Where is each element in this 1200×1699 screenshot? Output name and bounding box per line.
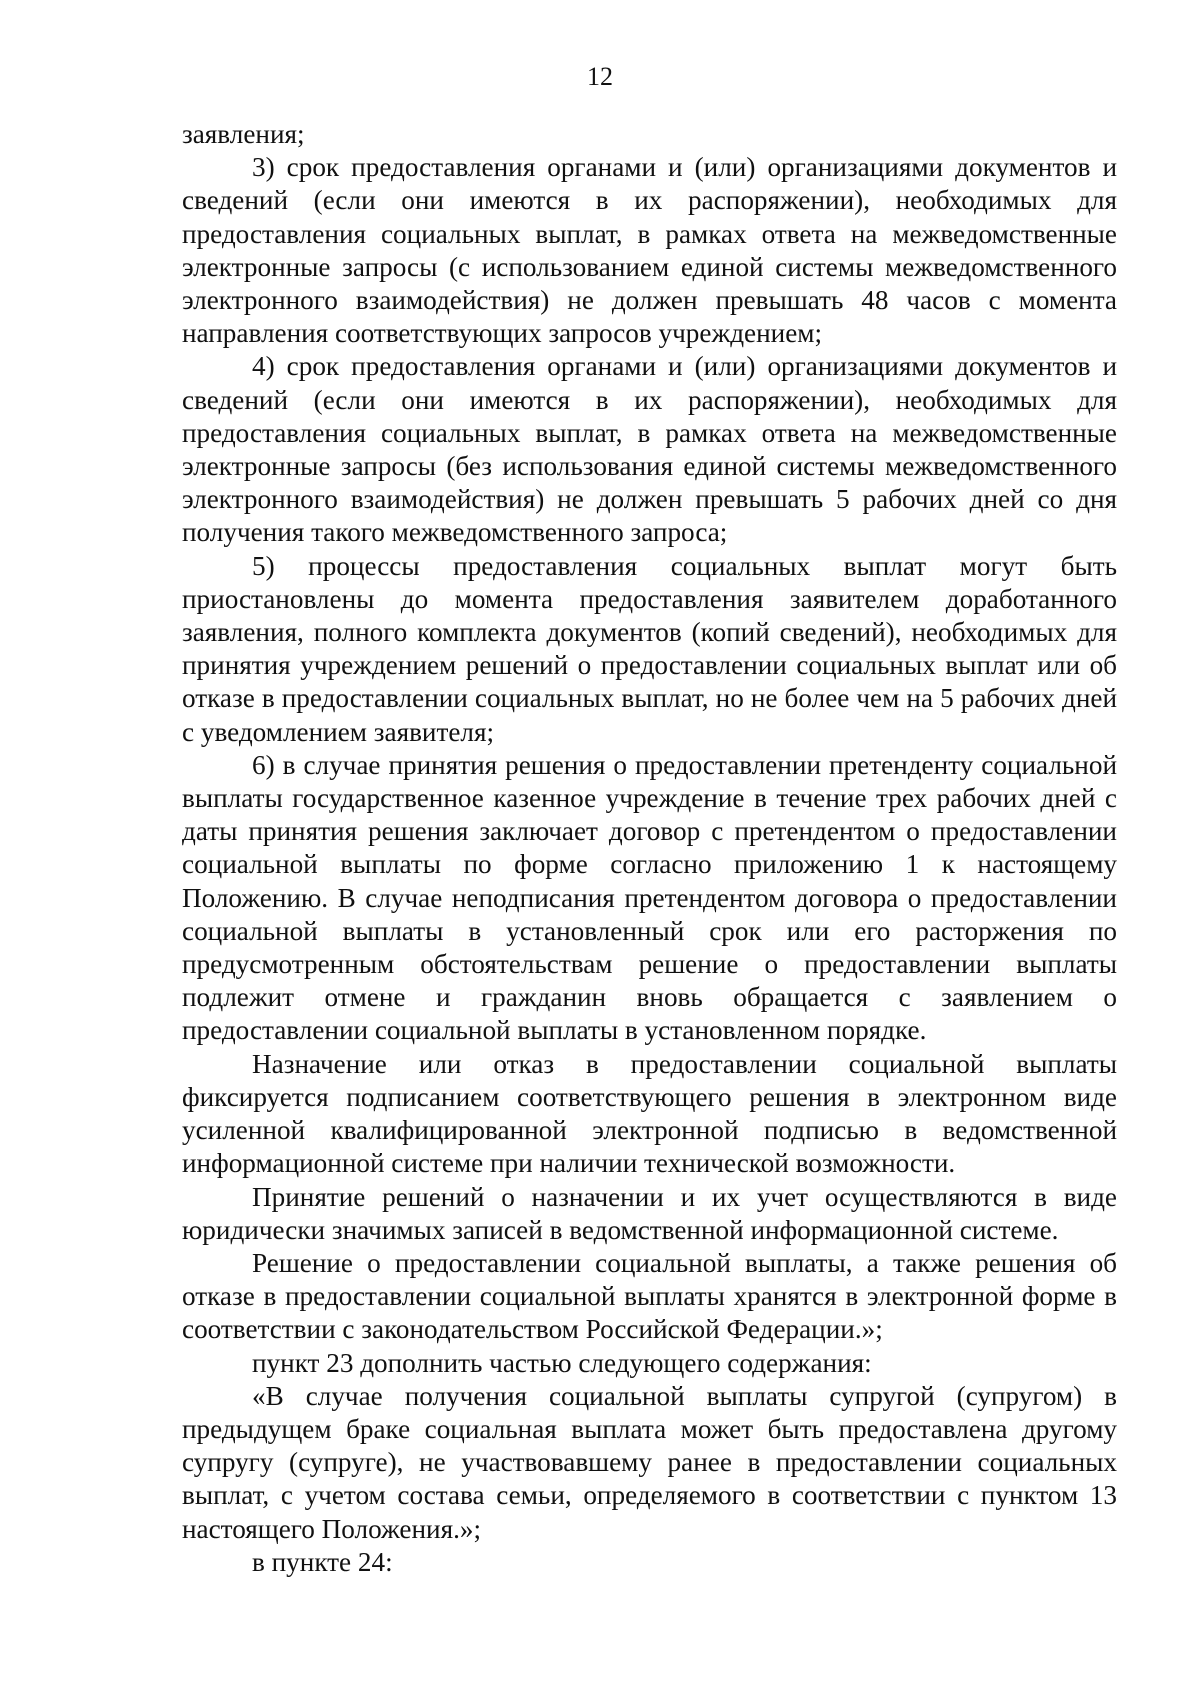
paragraph-quote: «В случае получения социальной выплаты супругой (супругом) в предыдущем браке социальная выплата может быть предоставлена другому супругу (супруге), не участвовавшему ранее в предоставлении социальных выплат, с учетом состава семьи, определяемого в соответствии с пунктом 13 настоящего Положения.»; (182, 1380, 1117, 1544)
paragraph-assignment: Назначение или отказ в предоставлении социальной выплаты фиксируется подписанием соответствующего решения в электронном виде усиленной квалифицированной электронной подписью в ведомственной информационной системе при наличии технической возможности. (182, 1048, 1117, 1179)
paragraph-point-23: пункт 23 дополнить частью следующего содержания: (252, 1347, 872, 1378)
page-number: 12 (587, 62, 613, 91)
paragraph-item-6: 6) в случае принятия решения о предоставлении претенденту социальной выплаты государственное казенное учреждение в течение трех рабочих дней с даты принятия решения заключает договор с претендентом о предоставлении социальной выплаты по форме согласно приложению 1 к настоящему Положению. В случае неподписания претендентом договора о предоставлении социальной выплаты в установленный срок или его расторжения по предусмотренным обстоятельствам решение о предоставлении выплаты подлежит отмене и гражданин вновь обращается с заявлением о предоставлении социальной выплаты в установленном порядке. (182, 749, 1117, 1046)
paragraph-decisions: Принятие решений о назначении и их учет осуществляются в виде юридически значимых записей в ведомственной информационной системе. (182, 1181, 1117, 1245)
paragraph-item-3: 3) срок предоставления органами и (или) организациями документов и сведений (если они имеются в их распоряжении), необходимых для предоставления социальных выплат, в рамках ответа на межведомственные электронные запросы (с использованием единой системы межведомственного электронного взаимодействия) не должен превышать 48 часов с момента направления соответствующих запросов учреждением; (182, 152, 1117, 349)
document-body (182, 118, 1117, 1579)
paragraph-point-24: в пункте 24: (252, 1546, 393, 1577)
paragraph-item-4: 4) срок предоставления органами и (или) организациями документов и сведений (если они имеются в их распоряжении), необходимых для предоставления социальных выплат, в рамках ответа на межведомственные электронные запросы (без использования единой системы межведомственного электронного взаимодействия) не должен превышать 5 рабочих дней со дня получения такого межведомственного запроса; (182, 351, 1117, 548)
paragraph-continuation: заявления; (182, 119, 305, 149)
paragraph-storage: Решение о предоставлении социальной выплаты, а также решения об отказе в предоставлении социальной выплаты хранятся в электронной форме в соответствии с законодательством Российской Федерации.»; (182, 1247, 1117, 1345)
paragraph-item-5: 5) процессы предоставления социальных выплат могут быть приостановлены до момента предоставления заявителем доработанного заявления, полного комплекта документов (копий сведений), необходимых для принятия учреждением решений о предоставлении социальных выплат или об отказе в предоставлении социальных выплат, но не более чем на 5 рабочих дней с уведомлением заявителя; (182, 550, 1117, 747)
